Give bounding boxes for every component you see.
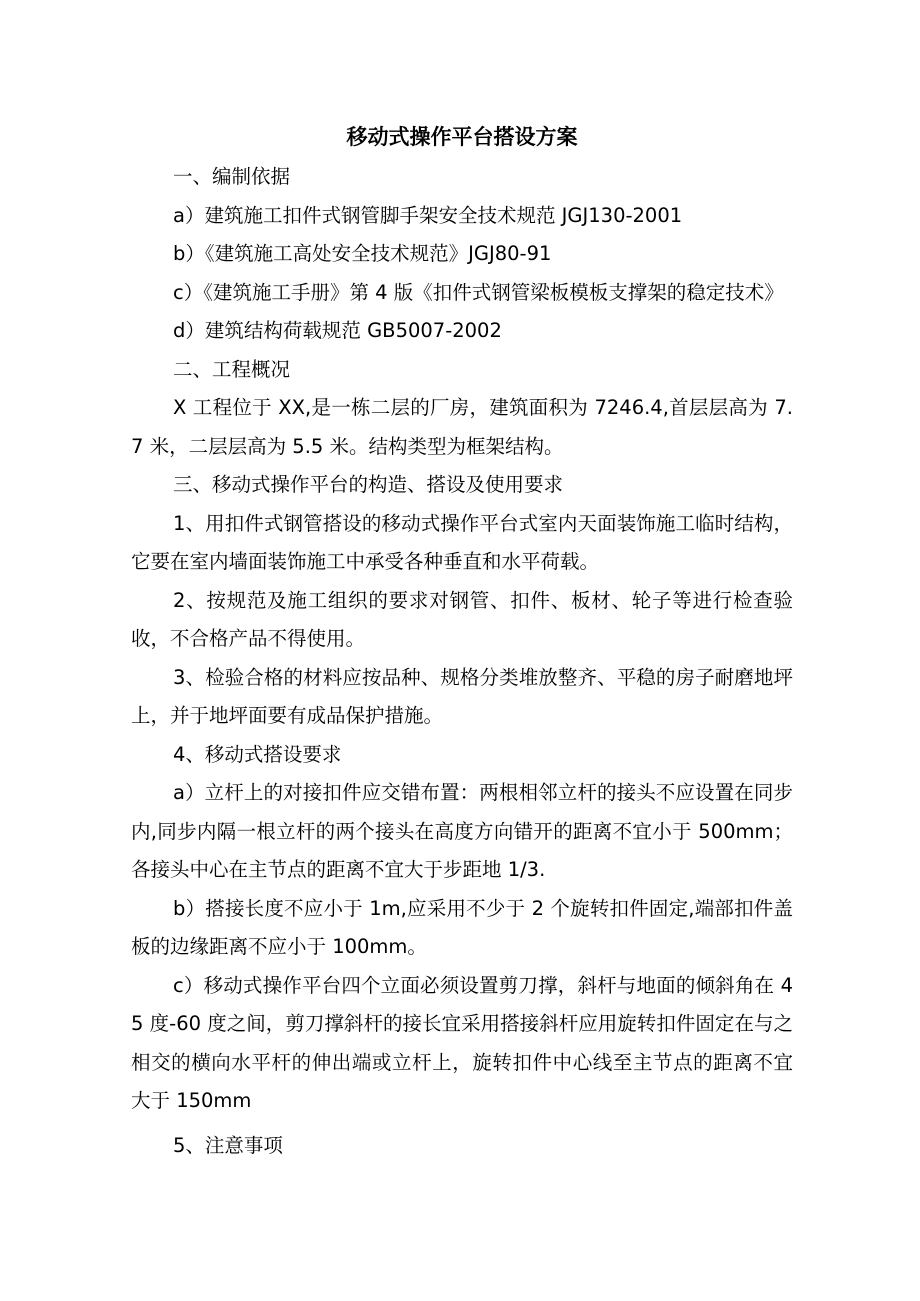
section-heading-overview: 二、工程概况 <box>173 357 291 381</box>
requirement-item-2: 2、按规范及施工组织的要求对钢管、扣件、板材、轮子等进行检查验收，不合格产品不得使用。 <box>131 588 793 650</box>
requirement-item-4: 4、移动式搭设要求 <box>173 742 342 766</box>
requirement-item-5: 5、注意事项 <box>173 1133 283 1157</box>
requirement-item-1: 1、用扣件式钢管搭设的移动式操作平台式室内天面装饰施工临时结构，它要在室内墙面装饰施工中承受各种垂直和水平荷载。 <box>131 511 793 573</box>
document-title: 移动式操作平台搭设方案 <box>346 125 578 149</box>
reference-item-c: c）《建筑施工手册》第 4 版《扣件式钢管梁板模板支撑架的稳定技术》 <box>173 280 784 304</box>
section-heading-requirements: 三、移动式操作平台的构造、搭设及使用要求 <box>173 473 564 496</box>
erection-rule-c: c）移动式操作平台四个立面必须设置剪刀撑，斜杆与地面的倾斜角在 45 度-60 度之间，剪刀撑斜杆的接长宜采用搭接斜杆应用旋转扣件固定在与之相交的横向水平杆的伸出端或立杆上，旋转扣件中心线至主节点的距离不宜大于 150mm <box>131 973 793 1112</box>
section-heading-basis: 一、编制依据 <box>173 165 291 188</box>
erection-rule-a: a）立杆上的对接扣件应交错布置：两根相邻立杆的接头不应设置在同步内,同步内隔一根立杆的两个接头在高度方向错开的距离不宜小于 500mm；各接头中心在主节点的距离不宜大于步距地 1/3. <box>131 781 793 881</box>
reference-item-d: d）建筑结构荷载规范 GB5007-2002 <box>173 319 502 342</box>
overview-paragraph: X 工程位于 XX,是一栋二层的厂房，建筑面积为 7246.4,首层层高为 7.7 米，二层层高为 5.5 米。结构类型为框架结构。 <box>131 396 793 458</box>
document-body <box>131 118 793 1165</box>
requirement-item-3: 3、检验合格的材料应按品种、规格分类堆放整齐、平稳的房子耐磨地坪上，并于地坪面要有成品保护措施。 <box>131 665 793 727</box>
reference-item-a: a）建筑施工扣件式钢管脚手架安全技术规范 JGJ130-2001 <box>173 203 683 227</box>
reference-item-b: b）《建筑施工高处安全技术规范》JGJ80-91 <box>173 242 552 265</box>
erection-rule-b: b）搭接长度不应小于 1m,应采用不少于 2 个旋转扣件固定,端部扣件盖板的边缘距离不应小于 100mm。 <box>131 896 793 958</box>
